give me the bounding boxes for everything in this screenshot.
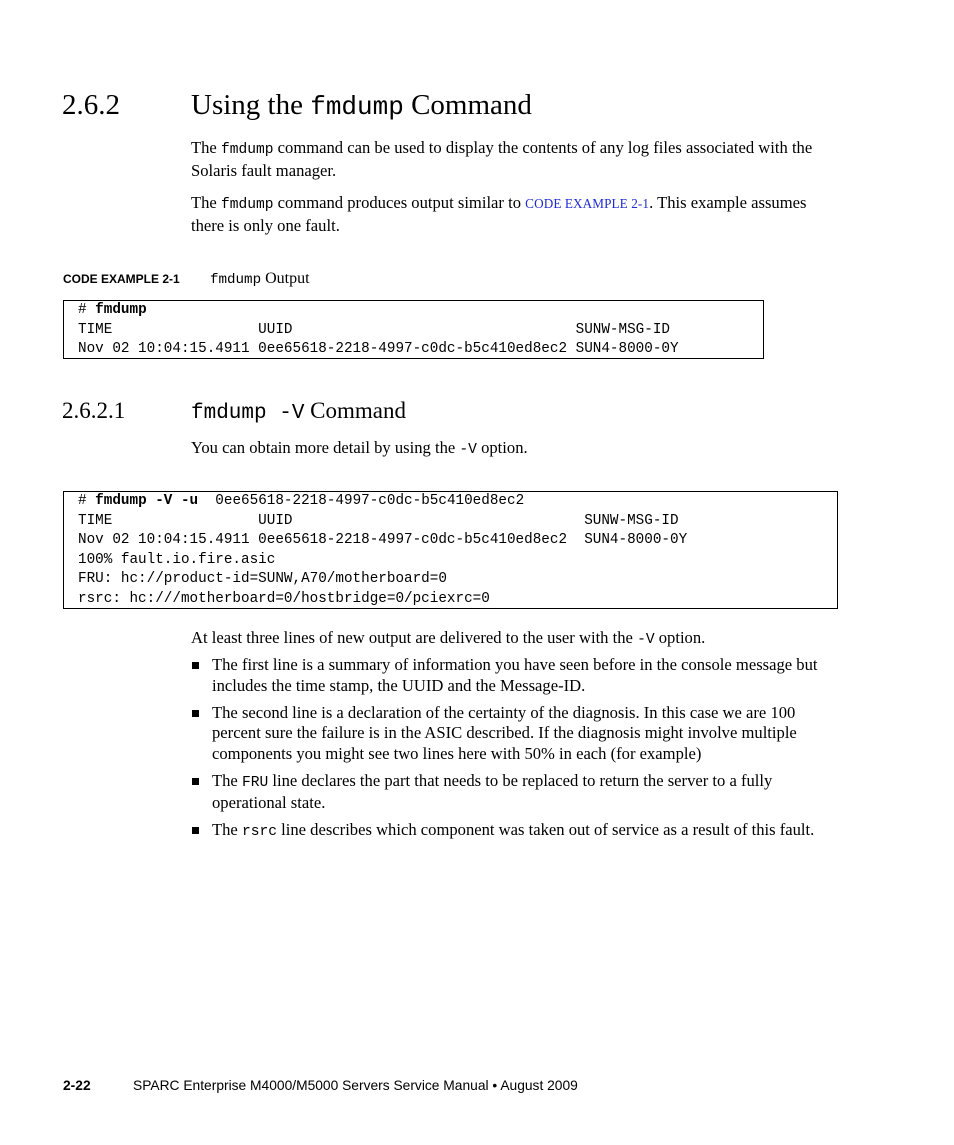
bullet-square-icon [192,710,199,717]
section-number: 2.6.2 [62,89,120,121]
footer-separator: • [492,1078,498,1093]
section-heading [62,86,532,126]
code-command-arg: 0ee65618-2218-4997-c0dc-b5c410ed8ec2 [198,493,525,509]
subsection-paragraph: You can obtain more detail by using the -V option. [191,438,528,458]
manual-title: SPARC Enterprise M4000/M5000 Servers Service Manual [133,1078,489,1093]
section-title-post: Command [411,89,532,121]
inline-code: FRU [241,774,269,791]
code-line: TIME UUID SUNW-MSG-ID [78,321,670,338]
subsection-number: 2.6.2.1 [62,398,126,423]
code-line: Nov 02 10:04:15.4911 0ee65618-2218-4997-c0dc-b5c410ed8ec2 SUN4-8000-0Y [78,341,679,358]
subsection-title-post: Command [310,398,407,423]
subsection-title-code: fmdump -V [191,402,305,425]
page-footer [63,1078,578,1093]
code-example-caption [63,269,310,290]
output-explanation-paragraph: At least three lines of new output are delivered to the user with the -V option. [191,628,706,648]
bullet-square-icon [192,778,199,785]
inline-code: fmdump [220,197,274,213]
code-line: rsrc: hc:///motherboard=0/hostbridge=0/pciexrc=0 [78,590,490,607]
code-block-fmdump [63,300,764,359]
publication-date: August 2009 [500,1078,578,1093]
code-line: FRU: hc://product-id=SUNW,A70/motherboard=0 [78,571,447,588]
code-line: Nov 02 10:04:15.4911 0ee65618-2218-4997-c0dc-b5c410ed8ec2 SUN4-8000-0Y [78,532,688,549]
bullet-item: The rsrc line describes which component was taken out of service as a result of this fault. [191,820,841,843]
intro-paragraph-1: The fmdump command can be used to display the contents of any log files associated with the Solaris fault manager. [191,138,813,180]
code-line: 100% fault.io.fire.asic [78,551,276,568]
code-block-fmdump-v [63,491,838,609]
bullet-item: The second line is a declaration of the certainty of the diagnosis. In this case we are 100 percent sure the failure is in the ASIC described. If the diagnosis might involve multiple components you might see two lines here with 50% in each (for example) [191,703,841,765]
code-example-link[interactable]: CODE EXAMPLE 2-1 [525,196,650,211]
bullet-item: The first line is a summary of information you have seen before in the console message but includes the time stamp, the UUID and the Message-ID. [191,655,841,696]
bullet-square-icon [192,827,199,834]
inline-code: -V [637,632,655,648]
bullet-list [191,655,841,849]
inline-code: fmdump [220,142,274,158]
code-command: fmdump -V -u [95,493,199,509]
code-prompt: # [78,493,96,509]
caption-tag: CODE EXAMPLE 2-1 [63,272,180,286]
section-title-code: fmdump [310,92,404,122]
subsection-heading [62,396,406,429]
code-prompt: # [78,302,96,318]
caption-code: fmdump [210,272,262,288]
code-command: fmdump [95,302,147,318]
bullet-item: The FRU line declares the part that needs to be replaced to return the server to a fully operational state. [191,771,841,814]
intro-paragraph-2: The fmdump command produces output similar to CODE EXAMPLE 2-1. This example assumes there is only one fault. [191,193,807,235]
inline-code: -V [459,442,477,458]
bullet-square-icon [192,662,199,669]
inline-code: rsrc [241,824,277,840]
code-line: TIME UUID SUNW-MSG-ID [78,512,679,529]
section-title-pre: Using the [191,89,303,121]
caption-text: Output [265,270,310,287]
page-number: 2-22 [63,1078,91,1093]
